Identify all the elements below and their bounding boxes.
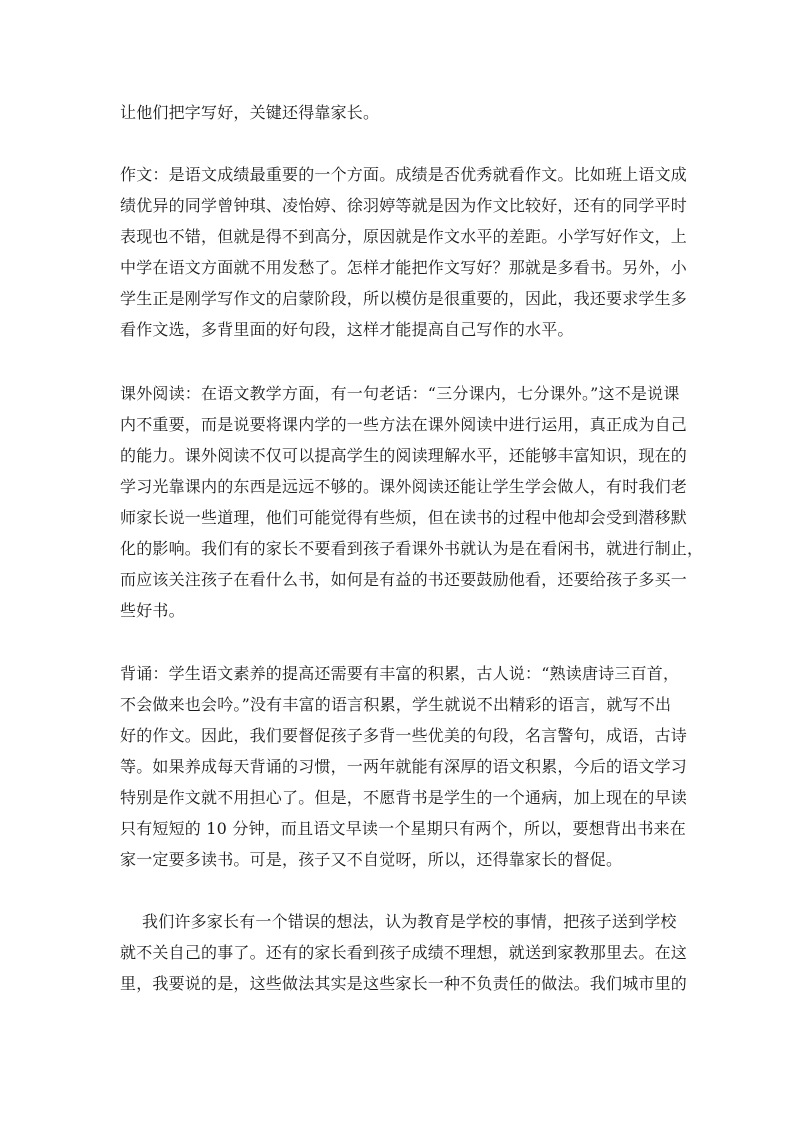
text-line-composition-6: 看作文选，多背里面的好句段，这样才能提高自己写作的水平。: [120, 320, 574, 339]
text-line-composition-5: 学生正是刚学写作文的启蒙阶段，所以模仿是很重要的，因此，我还要求学生多: [120, 289, 688, 308]
text-line-recitation-3: 好的作文。因此，我们要督促孩子多背一些优美的句段，名言警句，成语，古诗: [120, 726, 688, 745]
text-line-recitation-2: 不会做来也会吟。”没有丰富的语言积累，学生就说不出精彩的语言，就写不出: [120, 695, 672, 714]
text-line-reading-2: 内不重要，而是说要将课内学的一些方法在课外阅读中进行运用，真正成为自己: [120, 415, 688, 434]
text-line-composition-4: 中学在语文方面就不用发愁了。怎样才能把作文写好？那就是多看书。另外，小: [120, 258, 688, 277]
text-line-composition-1: 作文：是语文成绩最重要的一个方面。成绩是否优秀就看作文。比如班上语文成: [120, 165, 688, 184]
text-line-composition-2: 绩优异的同学曾钟琪、凌怡婷、徐羽婷等就是因为作文比较好，还有的同学平时: [120, 196, 688, 215]
text-line-reading-1: 课外阅读：在语文教学方面，有一句老话：“三分课内，七分课外。”这不是说课: [120, 384, 680, 403]
text-line-reading-7: 而应该关注孩子在看什么书，如何是有益的书还要鼓励他看，还要给孩子多买一: [120, 570, 688, 589]
text-line-recitation-5: 特别是作文就不用担心了。但是，不愿背书是学生的一个通病，加上现在的早读: [120, 788, 688, 807]
text-line-recitation-1: 背诵：学生语文素养的提高还需要有丰富的积累，古人说：“熟读唐诗三百首，: [120, 664, 680, 683]
text-line-recitation-4: 等。如果养成每天背诵的习惯，一两年就能有深厚的语文积累，今后的语文学习: [120, 757, 688, 776]
text-line-intro-end: 让他们把字写好，关键还得靠家长。: [120, 103, 380, 122]
text-line-reading-8: 些好书。: [120, 601, 185, 620]
text-line-closing-3: 里，我要说的是，这些做法其实是这些家长一种不负责任的做法。我们城市里的: [120, 974, 688, 993]
text-line-composition-3: 表现也不错，但就是得不到高分，原因就是作文水平的差距。小学写好作文，上: [120, 227, 688, 246]
text-line-closing-1: 我们许多家长有一个错误的想法，认为教育是学校的事情，把孩子送到学校: [142, 912, 677, 931]
text-line-reading-4: 学习光靠课内的东西是远远不够的。课外阅读还能让学生学会做人，有时我们老: [120, 477, 688, 496]
text-line-reading-6: 化的影响。我们有的家长不要看到孩子看课外书就认为是在看闲书，就进行制止，: [120, 539, 704, 558]
text-line-closing-2: 就不关自己的事了。还有的家长看到孩子成绩不理想，就送到家教那里去。在这: [120, 943, 688, 962]
text-line-recitation-7: 家一定要多读书。可是，孩子又不自觉呀，所以，还得靠家长的督促。: [120, 850, 623, 869]
text-line-recitation-6: 只有短短的 10 分钟，而且语文早读一个星期只有两个，所以，要想背出书来在: [120, 819, 686, 838]
text-line-reading-5: 师家长说一些道理，他们可能觉得有些烦，但在读书的过程中他却会受到潜移默: [120, 508, 688, 527]
text-line-reading-3: 的能力。课外阅读不仅可以提高学生的阅读理解水平，还能够丰富知识，现在的: [120, 446, 688, 465]
